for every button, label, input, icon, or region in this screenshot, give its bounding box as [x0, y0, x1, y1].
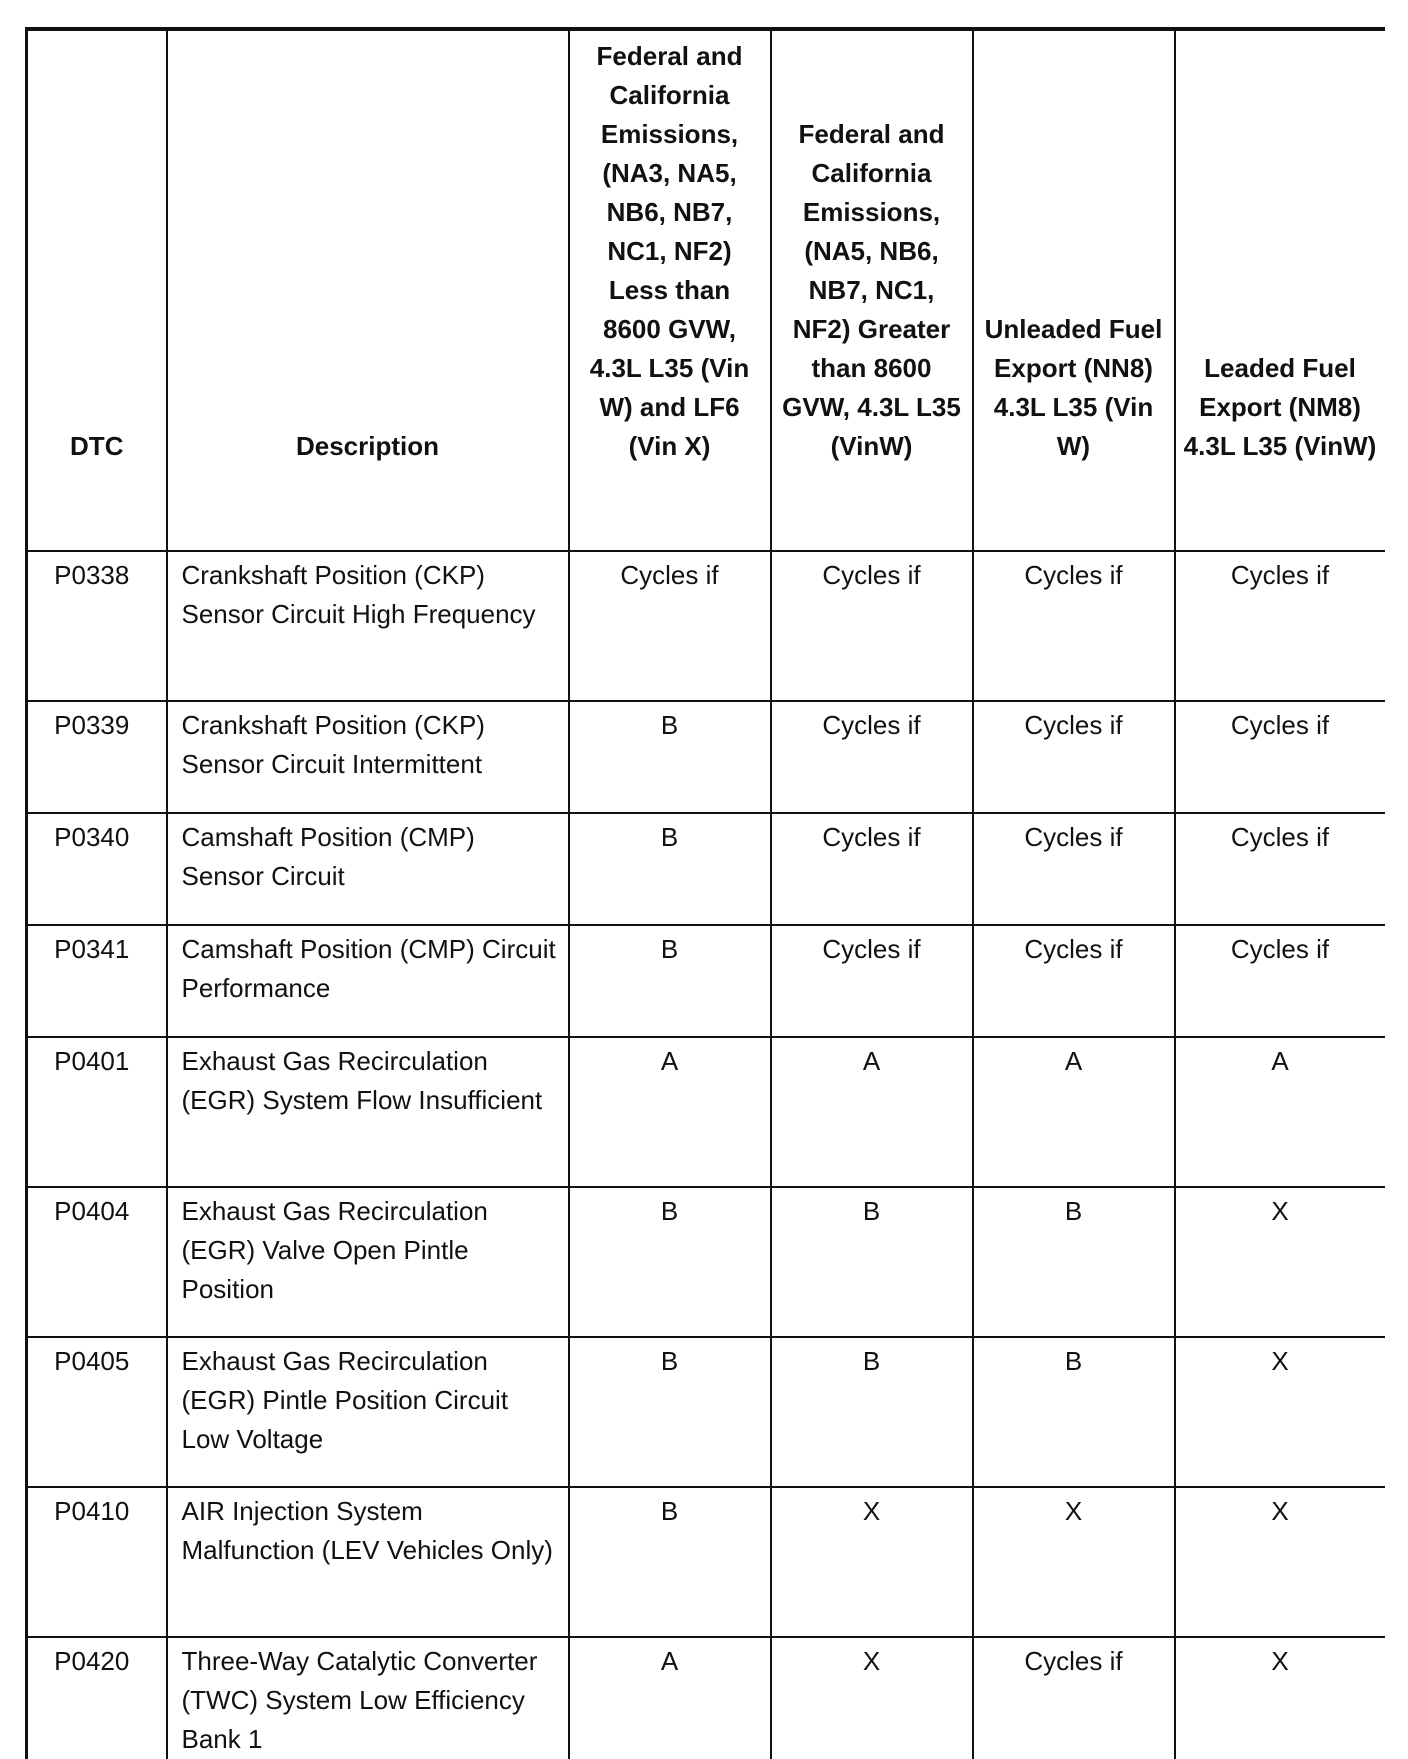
cell-value: B: [973, 1337, 1175, 1487]
cell-value: A: [569, 1637, 771, 1759]
dtc-description: Camshaft Position (CMP) Sensor Circuit: [167, 813, 569, 925]
cell-value: X: [1175, 1337, 1386, 1487]
cell-value: Cycles if: [973, 551, 1175, 701]
cell-value: B: [973, 1187, 1175, 1337]
cell-value: B: [569, 925, 771, 1037]
header-row: [27, 29, 1386, 551]
table-row: [27, 925, 1386, 1037]
cell-value: Cycles if: [771, 701, 973, 813]
dtc-code: P0410: [27, 1487, 167, 1637]
cell-value: B: [569, 701, 771, 813]
dtc-code: P0404: [27, 1187, 167, 1337]
table-row: [27, 1337, 1386, 1487]
header-federal-california-under-8600: Federal and California Emissions, (NA3, NA5, NB6, NB7, NC1, NF2) Less than 8600 GVW, 4.3L L35 (Vin W) and LF6 (Vin X): [569, 29, 771, 551]
dtc-description: Exhaust Gas Recirculation (EGR) Valve Open Pintle Position: [167, 1187, 569, 1337]
cell-value: B: [569, 1487, 771, 1637]
cell-value: B: [569, 1337, 771, 1487]
header-description: Description: [167, 29, 569, 551]
cell-value: Cycles if: [973, 1637, 1175, 1759]
dtc-description: Exhaust Gas Recirculation (EGR) System Flow Insufficient: [167, 1037, 569, 1187]
dtc-description: Crankshaft Position (CKP) Sensor Circuit High Frequency: [167, 551, 569, 701]
table-row: [27, 1637, 1386, 1759]
cell-value: B: [771, 1337, 973, 1487]
table-row: [27, 1487, 1386, 1637]
cell-value: Cycles if: [1175, 701, 1386, 813]
cell-value: Cycles if: [771, 551, 973, 701]
table-row: [27, 551, 1386, 701]
table-row: [27, 701, 1386, 813]
cell-value: Cycles if: [973, 701, 1175, 813]
dtc-table: [25, 27, 1385, 1759]
dtc-code: P0338: [27, 551, 167, 701]
dtc-code: P0341: [27, 925, 167, 1037]
dtc-code: P0401: [27, 1037, 167, 1187]
cell-value: B: [771, 1187, 973, 1337]
cell-value: B: [569, 813, 771, 925]
cell-value: Cycles if: [1175, 813, 1386, 925]
dtc-code: P0405: [27, 1337, 167, 1487]
cell-value: X: [1175, 1637, 1386, 1759]
dtc-description: Camshaft Position (CMP) Circuit Performance: [167, 925, 569, 1037]
cell-value: X: [771, 1487, 973, 1637]
header-leaded-fuel-export: Leaded Fuel Export (NM8) 4.3L L35 (VinW): [1175, 29, 1386, 551]
cell-value: A: [973, 1037, 1175, 1187]
cell-value: A: [1175, 1037, 1386, 1187]
cell-value: X: [1175, 1187, 1386, 1337]
cell-value: Cycles if: [771, 813, 973, 925]
dtc-code: P0420: [27, 1637, 167, 1759]
cell-value: X: [1175, 1487, 1386, 1637]
dtc-code: P0339: [27, 701, 167, 813]
dtc-description: Three-Way Catalytic Converter (TWC) System Low Efficiency Bank 1: [167, 1637, 569, 1759]
table-row: [27, 1037, 1386, 1187]
table-row: [27, 813, 1386, 925]
dtc-description: AIR Injection System Malfunction (LEV Vehicles Only): [167, 1487, 569, 1637]
cell-value: Cycles if: [1175, 551, 1386, 701]
header-unleaded-fuel-export: Unleaded Fuel Export (NN8) 4.3L L35 (Vin W): [973, 29, 1175, 551]
header-federal-california-over-8600: Federal and California Emissions, (NA5, NB6, NB7, NC1, NF2) Greater than 8600 GVW, 4.3L L35 (VinW): [771, 29, 973, 551]
dtc-description: Exhaust Gas Recirculation (EGR) Pintle Position Circuit Low Voltage: [167, 1337, 569, 1487]
dtc-description: Crankshaft Position (CKP) Sensor Circuit Intermittent: [167, 701, 569, 813]
dtc-table-container: [25, 27, 1385, 1759]
dtc-code: P0340: [27, 813, 167, 925]
cell-value: Cycles if: [973, 813, 1175, 925]
cell-value: A: [771, 1037, 973, 1187]
cell-value: X: [973, 1487, 1175, 1637]
cell-value: A: [569, 1037, 771, 1187]
cell-value: X: [771, 1637, 973, 1759]
cell-value: Cycles if: [569, 551, 771, 701]
table-row: [27, 1187, 1386, 1337]
cell-value: Cycles if: [973, 925, 1175, 1037]
header-dtc: DTC: [27, 29, 167, 551]
cell-value: Cycles if: [771, 925, 973, 1037]
cell-value: B: [569, 1187, 771, 1337]
cell-value: Cycles if: [1175, 925, 1386, 1037]
